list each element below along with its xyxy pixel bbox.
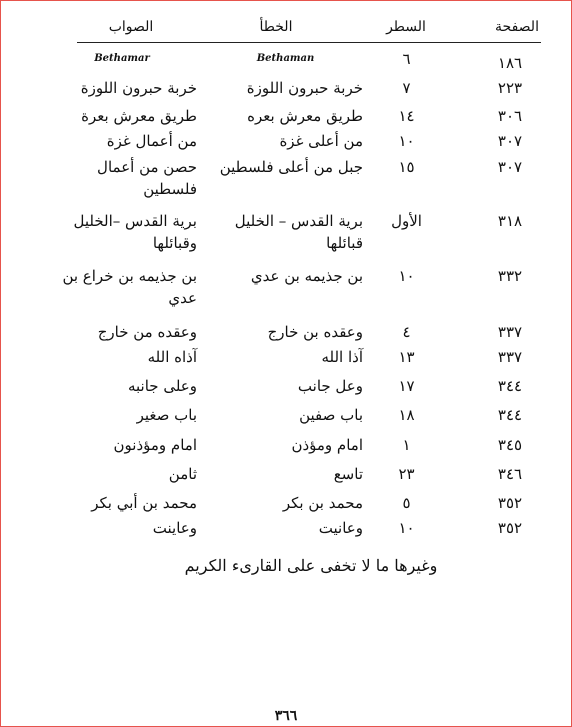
header-line-column: السطر	[386, 19, 426, 35]
wrong-cell: برية القدس – الخليل قبائلها	[234, 212, 363, 252]
line-cell: ١	[402, 436, 411, 454]
correct-cell: من أعمال غزة	[106, 132, 197, 150]
correct-cell: وعقده من خارج	[97, 323, 197, 341]
header-divider	[77, 42, 541, 43]
correct-cell: وعلى جانبه	[127, 377, 197, 395]
correct-cell: حصن من أعمال فلسطين	[97, 158, 197, 198]
wrong-cell: تاسع	[333, 465, 363, 483]
line-cell: ١٠	[398, 519, 415, 537]
page-cell: ٣٣٧	[497, 323, 523, 341]
wrong-cell: طريق معرش بعره	[247, 107, 363, 125]
line-cell: ١٥	[398, 158, 415, 176]
correct-cell: آذاه الله	[147, 348, 197, 366]
wrong-cell: باب صفين	[299, 406, 363, 424]
wrong-cell: وعقده بن خارج	[267, 323, 363, 341]
wrong-cell: بن جذيمه بن عدي	[250, 267, 363, 285]
footer-note: وغيرها ما لا تخفى على القارىء الكريم	[184, 556, 438, 575]
page-cell: ٣١٨	[497, 212, 523, 230]
page-cell: ١٨٦	[497, 54, 523, 72]
header-correct-column: الصواب	[108, 19, 154, 35]
line-cell: ٤	[402, 323, 411, 341]
correct-cell: وعاينت	[152, 519, 197, 537]
wrong-cell: من أعلى غزة	[279, 132, 363, 150]
correct-cell: امام ومؤذنون	[113, 436, 197, 454]
page-cell: ٣٥٢	[497, 519, 523, 537]
wrong-cell: وعل جانب	[297, 377, 363, 395]
correct-cell: باب صغير	[136, 406, 197, 424]
page-cell: ٣٤٥	[497, 436, 523, 454]
page-cell: ٣٠٧	[497, 132, 523, 150]
header-wrong-column: الخطأ	[259, 19, 293, 35]
page-number: ٣٦٦	[274, 708, 298, 724]
wrong-cell: خربة حبرون اللوزة	[246, 79, 363, 97]
page-cell: ٣٤٤	[497, 377, 523, 395]
correct-cell: برية القدس –الخليل وقبائلها	[73, 212, 197, 252]
page-cell: ٣٣٧	[497, 348, 523, 366]
correct-cell: ثامن	[168, 465, 197, 483]
line-cell: ٥	[402, 494, 411, 512]
correct-cell: Bethamar	[94, 53, 150, 64]
wrong-cell: محمد بن بكر	[282, 494, 363, 512]
line-cell: ٦	[402, 50, 411, 68]
line-cell: ١٠	[398, 267, 415, 285]
page-cell: ٣٠٧	[497, 158, 523, 176]
header-page-column: الصفحة	[495, 19, 539, 35]
page-cell: ٣٤٦	[497, 465, 523, 483]
line-cell: ١٠	[398, 132, 415, 150]
line-cell: ١٣	[398, 348, 415, 366]
correct-cell: محمد بن أبي بكر	[91, 494, 197, 512]
page-cell: ٢٢٣	[497, 79, 523, 97]
wrong-cell: جبل من أعلى فلسطين	[219, 158, 363, 176]
line-cell: ١٧	[398, 377, 415, 395]
line-cell: ٧	[402, 79, 411, 97]
wrong-cell: Bethaman	[256, 53, 315, 64]
wrong-cell: آذا الله	[321, 348, 363, 366]
correct-cell: خربة حبرون اللوزة	[80, 79, 197, 97]
correct-cell: طريق معرش بعرة	[81, 107, 197, 125]
correct-cell: بن جذيمه بن خراع بن عدي	[62, 267, 197, 307]
line-cell: ١٤	[398, 107, 415, 125]
page-cell: ٣٤٤	[497, 406, 523, 424]
line-cell: ١٨	[398, 406, 415, 424]
page-cell: ٣٠٦	[497, 107, 523, 125]
page-cell: ٣٥٢	[497, 494, 523, 512]
line-cell: ٢٣	[398, 465, 415, 483]
wrong-cell: وعانيت	[318, 519, 363, 537]
page-cell: ٣٣٢	[497, 267, 523, 285]
line-cell: الأول	[391, 212, 422, 230]
wrong-cell: امام ومؤذن	[291, 436, 363, 454]
